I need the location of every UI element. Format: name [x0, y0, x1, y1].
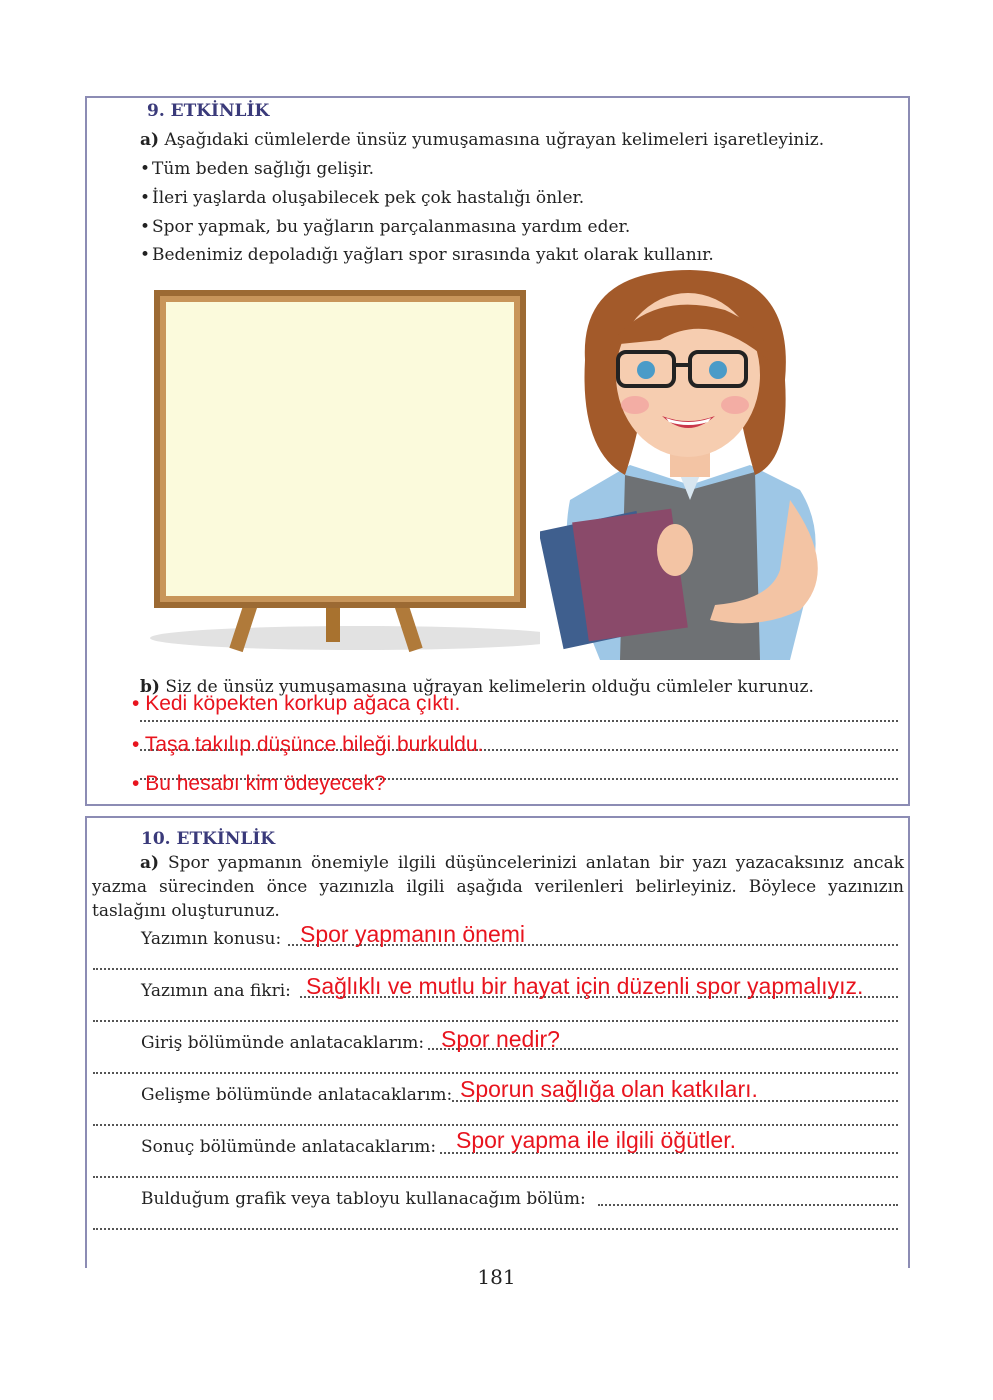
answer-dotted-line — [93, 1228, 898, 1230]
answer-dotted-line — [93, 1072, 898, 1074]
answer-sentence: • Taşa takılıp düşünce bileği burkuldu. — [132, 733, 484, 756]
teacher-cheek-right — [721, 396, 749, 414]
part-b-label: b) — [140, 677, 160, 697]
field-label-main-idea: Yazımın ana fikri: — [141, 981, 291, 1001]
part-b-text: Siz de ünsüz yumuşamasına uğrayan kelimelerin olduğu cümleler kurunuz. — [159, 677, 814, 697]
answer-text: Bu hesabı kim ödeyecek? — [145, 772, 386, 795]
field-label-conclusion: Sonuç bölümünde anlatacaklarım: — [141, 1137, 437, 1157]
field-label-graph-section: Bulduğum grafik veya tabloyu kullanacağım bölüm: — [141, 1189, 586, 1209]
activity-10-instruction — [92, 851, 904, 923]
answer-topic: Spor yapmanın önemi — [300, 921, 526, 947]
teacher-illustration — [540, 250, 840, 660]
answer-sentence: • Kedi köpekten korkup ağaca çıktı. — [132, 692, 461, 715]
answer-dotted-line — [598, 1204, 898, 1206]
activity-9-instruction-a — [140, 130, 824, 150]
sentence-text: Bedenimiz depoladığı yağları spor sırasında yakıt olarak kullanır. — [152, 245, 714, 265]
sentence-text: İleri yaşlarda oluşabilecek pek çok hastalığı önler. — [152, 188, 585, 208]
board-shadow — [150, 626, 540, 650]
activity-10-title: 10. ETKİNLİK — [141, 829, 276, 849]
answer-dotted-line — [93, 1124, 898, 1126]
board-surface — [166, 302, 514, 596]
sentence-item: • İleri yaşlarda oluşabilecek pek çok hastalığı önler. — [140, 188, 585, 208]
teacher-eye-left — [637, 361, 655, 379]
part-a-label: a) — [140, 853, 160, 873]
field-label-development: Gelişme bölümünde anlatacaklarım: — [141, 1085, 453, 1105]
sentence-text: Spor yapmak, bu yağların parçalanmasına yardım eder. — [152, 217, 631, 237]
teacher-hand — [657, 524, 693, 576]
answer-dotted-line — [93, 1020, 898, 1022]
field-label-introduction: Giriş bölümünde anlatacaklarım: — [141, 1033, 425, 1053]
answer-main-idea: Sağlıklı ve mutlu bir hayat için düzenli spor yapmalıyız. — [306, 973, 864, 999]
answer-dotted-line — [140, 720, 898, 722]
answer-development: Sporun sağlığa olan katkıları. — [460, 1076, 758, 1102]
answer-text: Kedi köpekten korkup ağaca çıktı. — [145, 692, 461, 715]
sentence-item: • Spor yapmak, bu yağların parçalanmasına yardım eder. — [140, 217, 631, 237]
answer-sentence: • Bu hesabı kim ödeyecek? — [132, 772, 386, 795]
part-a-text: Aşağıdaki cümlelerde ünsüz yumuşamasına uğrayan kelimeleri işaretleyiniz. — [159, 130, 825, 150]
sentence-item: • Tüm beden sağlığı gelişir. — [140, 159, 375, 179]
sentence-text: Tüm beden sağlığı gelişir. — [152, 159, 375, 179]
teacher-cheek-left — [621, 396, 649, 414]
answer-introduction: Spor nedir? — [441, 1026, 560, 1052]
answer-conclusion: Spor yapma ile ilgili öğütler. — [456, 1127, 736, 1153]
answer-dotted-line — [93, 968, 898, 970]
answer-dotted-line — [93, 1176, 898, 1178]
field-label-topic: Yazımın konusu: — [141, 929, 282, 949]
sentence-item: • Bedenimiz depoladığı yağları spor sırasında yakıt olarak kullanır. — [140, 245, 714, 265]
activity-9-title: 9. ETKİNLİK — [147, 101, 270, 121]
answer-text: Taşa takılıp düşünce bileği burkuldu. — [144, 733, 484, 756]
teacher-eye-right — [709, 361, 727, 379]
page-number: 181 — [477, 1265, 516, 1289]
instruction-text: Spor yapmanın önemiyle ilgili düşüncelerinizi anlatan bir yazı yazacaksınız ancak yazma sürecinden önce yazınızla ilgili aşağıda verilenleri belirleyiniz. Böylece yazınızın taslağını oluşturunuz. — [92, 853, 904, 921]
part-a-label: a) — [140, 130, 160, 150]
easel-board-illustration — [140, 280, 540, 660]
